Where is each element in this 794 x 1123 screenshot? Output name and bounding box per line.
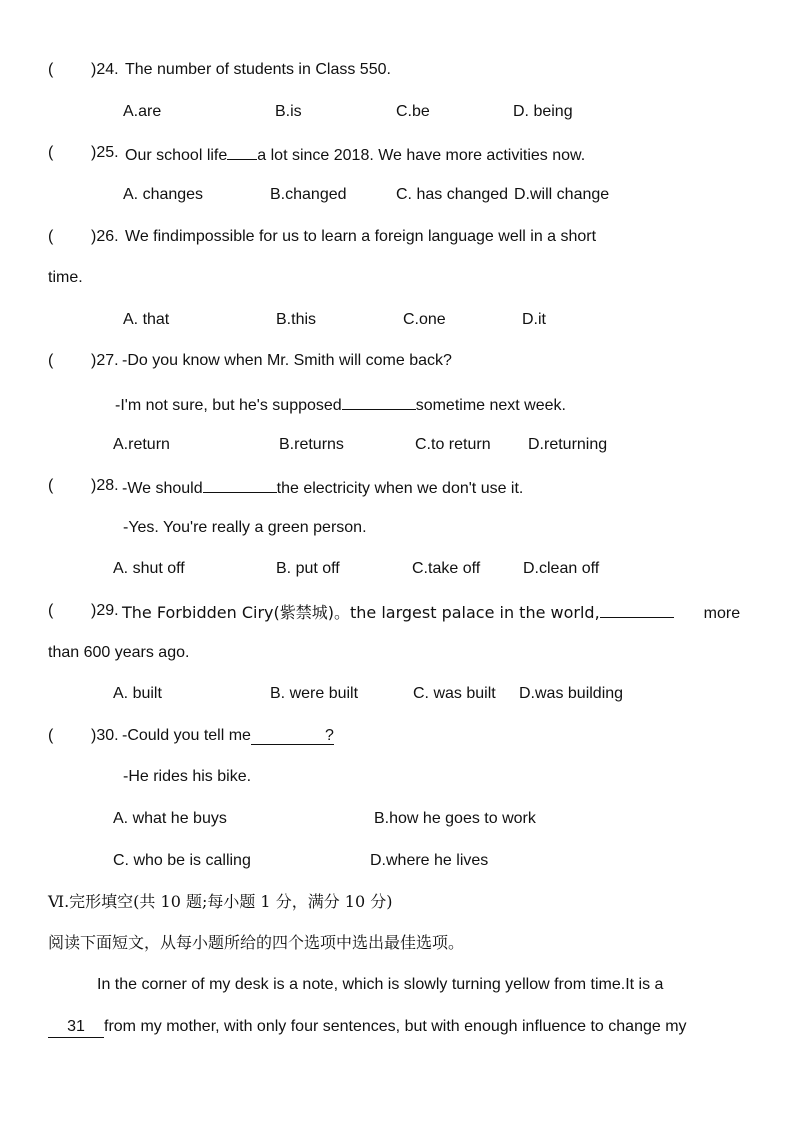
answer-blank bbox=[227, 143, 257, 160]
question-text-a: -Could you tell me bbox=[122, 727, 251, 744]
question-continuation: than 600 years ago. bbox=[48, 644, 190, 661]
dialogue-reply bbox=[115, 393, 566, 416]
option-d: D.clean off bbox=[523, 560, 600, 577]
option-c: C. has changed bbox=[396, 186, 509, 203]
answer-paren: ( bbox=[48, 61, 54, 78]
question-text-a: The number of students in Class 5 bbox=[125, 61, 369, 78]
answer-paren: ( bbox=[48, 727, 54, 744]
option-d: D.it bbox=[522, 311, 546, 328]
question-text-b: ? bbox=[324, 727, 334, 744]
option-a: A.return bbox=[113, 436, 170, 453]
answer-paren: ( bbox=[48, 144, 54, 161]
question-number: )26. bbox=[91, 228, 119, 245]
option-a: A.are bbox=[123, 103, 162, 120]
question-text-a: We find bbox=[125, 228, 179, 245]
option-b: B.how he goes to work bbox=[374, 810, 536, 827]
answer-blank bbox=[203, 476, 277, 493]
option-c: C.take off bbox=[412, 560, 481, 577]
option-a: A. changes bbox=[123, 186, 204, 203]
question-text: -Do you know when Mr. Smith will come back? bbox=[122, 352, 452, 369]
answer-paren: ( bbox=[48, 228, 54, 245]
question-text bbox=[122, 476, 523, 499]
answer-blank bbox=[342, 393, 416, 410]
question-text-a: The Forbidden Ciry(紫禁城)。the largest palace in the world, bbox=[122, 603, 600, 622]
question-text bbox=[125, 60, 391, 80]
option-d: D.where he lives bbox=[370, 852, 489, 869]
question-text bbox=[125, 143, 585, 166]
question-number: )29. bbox=[91, 602, 119, 619]
question-number: )30. bbox=[91, 727, 119, 744]
question-text-b: 50. bbox=[368, 61, 391, 78]
question-text bbox=[125, 227, 596, 247]
question-number: )25. bbox=[91, 144, 119, 161]
option-b: B.returns bbox=[279, 436, 344, 453]
option-b: B.changed bbox=[270, 186, 347, 203]
reply-text-a: -I'm not sure, but he's supposed bbox=[115, 397, 342, 414]
option-b: B. put off bbox=[276, 560, 340, 577]
option-b: B.this bbox=[276, 311, 317, 328]
question-text-b: a lot since 2018. We have more activities now. bbox=[257, 147, 586, 164]
answer-blank bbox=[251, 727, 334, 745]
section-title: Ⅵ.完形填空(共 10 题;每小题 1 分，满分 10 分) bbox=[48, 892, 393, 911]
question-text-a: Our school life bbox=[125, 147, 228, 164]
option-c: C.to return bbox=[415, 436, 491, 453]
answer-paren: ( bbox=[48, 602, 54, 619]
question-text-b: more bbox=[703, 605, 741, 622]
answer-paren: ( bbox=[48, 477, 54, 494]
answer-blank bbox=[600, 601, 674, 618]
option-d: D. being bbox=[513, 103, 573, 120]
dialogue-reply: -Yes. You're really a green person. bbox=[123, 519, 367, 536]
question-number: )27. bbox=[91, 352, 119, 369]
passage-line-2-text: from my mother, with only four sentences, but with enough influence to change my bbox=[104, 1018, 687, 1035]
reply-text-b: sometime next week. bbox=[415, 397, 566, 414]
question-text bbox=[122, 601, 740, 624]
answer-paren: ( bbox=[48, 352, 54, 369]
question-text-a: -We should bbox=[122, 480, 203, 497]
option-a: A. that bbox=[123, 311, 170, 328]
cloze-blank-31: 31 bbox=[48, 1017, 104, 1038]
passage-line-2 bbox=[48, 1017, 687, 1038]
option-c: C. was built bbox=[413, 685, 496, 702]
option-a: A. shut off bbox=[113, 560, 185, 577]
question-text bbox=[122, 726, 334, 746]
dialogue-reply: -He rides his bike. bbox=[123, 768, 252, 785]
question-number: )24. bbox=[91, 61, 119, 78]
question-text-b: impossible for us to learn a foreign language well in a short bbox=[178, 228, 597, 245]
passage-line-1: In the corner of my desk is a note, which is slowly turning yellow from time.It is a bbox=[97, 976, 664, 993]
option-b: B. were built bbox=[270, 685, 359, 702]
option-d: D.will change bbox=[514, 186, 610, 203]
option-c: C.one bbox=[403, 311, 446, 328]
section-instruction: 阅读下面短文，从每小题所给的四个选项中选出最佳选项。 bbox=[48, 933, 465, 952]
option-c: C.be bbox=[396, 103, 430, 120]
option-b: B.is bbox=[275, 103, 302, 120]
option-a: A. what he buys bbox=[113, 810, 227, 827]
option-c: C. who be is calling bbox=[113, 852, 251, 869]
question-continuation: time. bbox=[48, 269, 83, 286]
option-d: D.was building bbox=[519, 685, 624, 702]
question-number: )28. bbox=[91, 477, 119, 494]
option-a: A. built bbox=[113, 685, 162, 702]
question-text-b: the electricity when we don't use it. bbox=[276, 480, 524, 497]
option-d: D.returning bbox=[528, 436, 608, 453]
